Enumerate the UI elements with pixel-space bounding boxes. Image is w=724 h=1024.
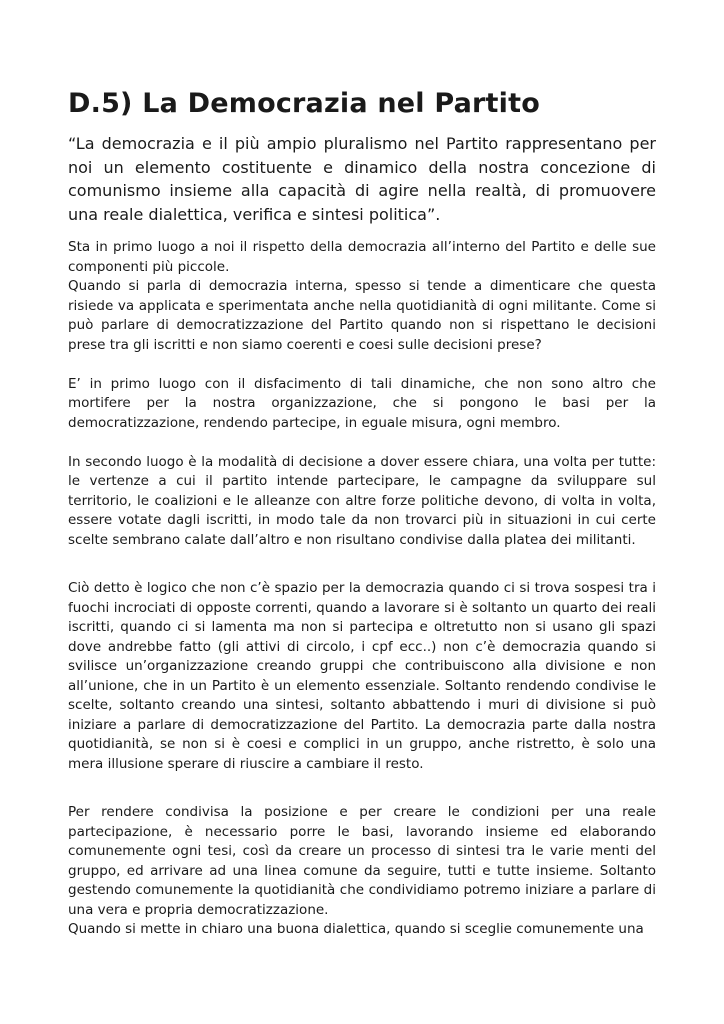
paragraph-5: Ciò detto è logico che non c’è spazio per la democrazia quando ci si trova sospesi tra i fuochi incrociati di opposte correnti, quando a lavorare si è soltanto un quarto dei reali iscritti, quando ci si lamenta ma non si partecipa e oltretutto non si usano gli spazi dove andrebbe fatto (gli attivi di circolo, i cpf ecc..) non c’è democrazia quando si svilisce un’organizzazione creando gruppi che contribuiscono alla divisione e non all’unione, che in un Partito è un elemento essenziale. Soltanto rendendo condivise le scelte, soltanto creando una sintesi, soltanto abbattendo i muri di divisione si può iniziare a parlare di democratizzazione del Partito. La democrazia parte dalla nostra quotidianità, se non si è coesi e complici in un gruppo, anche ristretto, è solo una mera illusione sperare di riuscire a cambiare il resto. [68, 580, 656, 772]
paragraph-4: In secondo luogo è la modalità di decisione a dover essere chiara, una volta per tutte: le vertenze a cui il partito intende partecipare, le campagne da sviluppare sul territorio, le coalizioni e le alleanze con altre forze politiche devono, di volta in volta, essere votate dagli iscritti, in modo tale da non trovarci più in situazioni in cui certe scelte sembrano calate dall’altro e non risultano condivise dalla platea dei militanti. [68, 453, 656, 548]
section-heading: D.5) La Democrazia nel Partito [68, 88, 540, 119]
paragraph-spacer [68, 355, 656, 375]
paragraph-6: Per rendere condivisa la posizione e per creare le condizioni per una reale partecipazione, è necessario porre le basi, lavorando insieme ed elaborando comunemente ogni tesi, così da creare un processo di sintesi tra le varie menti del gruppo, ed arrivare ad una linea comune da seguire, tutti e tutte insieme. Soltanto gestendo comunemente la quotidianità che condividiamo potremo iniziare a parlare di una vera e propria democratizzazione. [68, 804, 656, 918]
paragraph-spacer [68, 550, 656, 579]
document-body [68, 86, 656, 940]
opening-quote: “La democrazia e il più ampio pluralismo nel Partito rappresentano per noi un elemento costituente e dinamico della nostra concezione di comunismo insieme alla capacità di agire nella realtà, di promuovere una reale dialettica, verifica e sintesi politica”. [68, 134, 656, 224]
paragraph-spacer [68, 433, 656, 453]
paragraph-1: Sta in primo luogo a noi il rispetto della democrazia all’interno del Partito e delle sue componenti più piccole. [68, 239, 656, 275]
paragraph-2: Quando si parla di democrazia interna, spesso si tende a dimenticare che questa risiede va applicata e sperimentata anche nella quotidianità di ogni militante. Come si può parlare di democratizzazione del Partito quando non si rispettano le decisioni prese tra gli iscritti e non siamo coerenti e coesi sulle decisioni prese? [68, 278, 656, 353]
paragraph-7: Quando si mette in chiaro una buona dialettica, quando si sceglie comunemente una [68, 921, 644, 937]
paragraph-spacer [68, 774, 656, 803]
paragraph-3: E’ in primo luogo con il disfacimento di tali dinamiche, che non sono altro che mortifere per la nostra organizzazione, che si pongono le basi per la democratizzazione, rendendo partecipe, in eguale misura, ogni membro. [68, 375, 656, 431]
